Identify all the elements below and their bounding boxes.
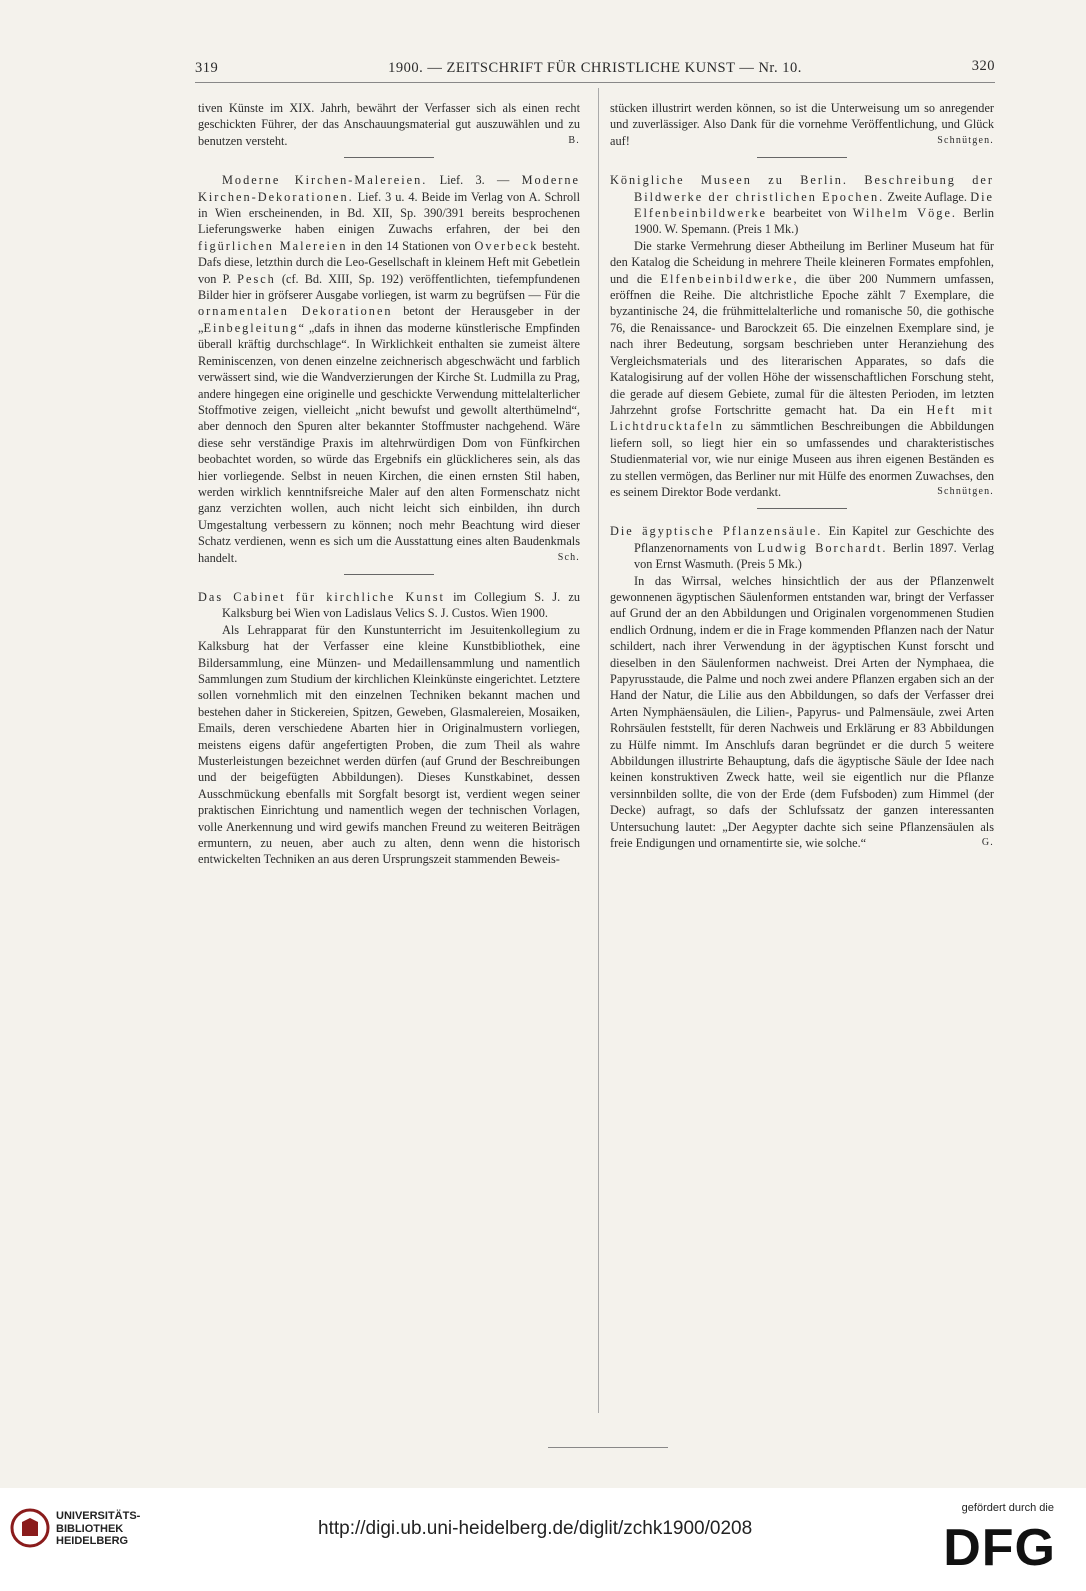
- signature: Schnütgen.: [937, 134, 994, 146]
- signature: Schnütgen.: [937, 485, 994, 497]
- right-column: [610, 100, 994, 851]
- review-museen-title: Königliche Museen zu Berlin. Beschreibung der Bildwerke der christlichen Epochen. Zweite Auflage. Die Elfenbeinbildwerke bearbeitet von Wilhelm Vöge. Berlin 1900. W. Spemann. (Preis 1 Mk.): [610, 173, 994, 237]
- header-rule: [195, 82, 995, 83]
- permalink-url[interactable]: http://digi.ub.uni-heidelberg.de/diglit/zchk1900/0208: [318, 1518, 753, 1539]
- digitization-footer: [0, 1488, 1086, 1591]
- review-continuation: stücken illustrirt werden können, so ist die Unterweisung um so anregender und zuverlässiger. Also Dank für die vornehme Veröffentlichung, und Glück auf! Schnütgen.: [610, 101, 994, 148]
- running-header: [195, 56, 995, 80]
- library-name: UNIVERSITÄTS- BIBLIOTHEK HEIDELBERG: [56, 1510, 141, 1547]
- review-continuation: tiven Künste im XIX. Jahrh, bewährt der Verfasser sich als einen recht geschickten Führer, der das Anschauungsmaterial gut auszuwählen und zu benutzen versteht. B.: [198, 101, 580, 148]
- signature: G.: [981, 837, 994, 849]
- signature: B.: [568, 134, 580, 146]
- bottom-rule: [548, 1447, 668, 1448]
- review-cabinet-body: Als Lehrapparat für den Kunstunterricht im Jesuitenkollegium zu Kalksburg hat der Verfasser eine kleine Kunstbibliothek, eine Bildersammlung, eine Münzen- und Medaillensammlung und namentlich Sammlungen zum Studium der kirchlichen Kleinkünste eingerichtet. Letztere sollen vornehmlich mit den einzelnen Techniken bekannt machen und bestehen daher in Stickereien, Spitzen, Geweben, Glasmalereien, Mosaiken, Emails, deren verschiedene Abarten hier in Originalmustern vorliegen, meistens eigens dafür angefertigten Proben, die zum Theil als wahre Musterleistungen bezeichnet werden dürfen (auf Grund der Beschreibungen und der beigefügten Abbildungen). Dieses Kunstkabinet, dessen Ausschmückung ebenfalls mit Sorgfalt besorgt ist, verdient wegen seiner praktischen Einrichtung und namentlich wegen der technischen Vorlagen, volle Anerkennung und wird gewifs manchen Freund zu weiteren Beiträgen ermuntern, zu neuen, aber auch zu alten, denn wenn die historisch entwickelten Techniken an aus deren Ursprungszeit stammenden Beweis-: [198, 622, 580, 867]
- review-pflanzensaeule-title: Die ägyptische Pflanzensäule. Ein Kapitel zur Geschichte des Pflanzenornaments von Ludwig Borchardt. Berlin 1897. Verlag von Ernst Wasmuth. (Preis 5 Mk.): [610, 524, 994, 572]
- signature: Sch.: [557, 551, 580, 563]
- separator-rule: [757, 157, 847, 158]
- review-kirchen-malereien: Moderne Kirchen-Malereien. Lief. 3. — Moderne Kirchen-Dekorationen. Lief. 3 u. 4. Beide im Verlag von A. Schroll in Wien erscheinenden, in Bd. XII, Sp. 390/391 bereits besprochenen Lieferungswerke haben einigen Zuwachs erfahren, der bei den figürlichen Malereien in den 14 Stationen von Overbeck besteht. Dafs diese, letzthin durch die Leo-Gesellschaft in kleinem Heft mit Gebetlein von P. Pesch (cf. Bd. XIII, Sp. 192) veröffentlichten, tiefempfundenen Bilder hier in gröfserer Ausgabe vorliegen, ist warm zu begrüfsen — Für die ornamentalen Dekorationen betont der Herausgeber in der „Einbegleitung“ „dafs in ihnen das moderne künstlerische Empfinden überall kräftig durchschlage“. In Wirklichkeit enthalten sie zumeist ältere Reminiscenzen, von denen einzelne zeichnerisch abgeschwächt und farblich verwässert sind, wie die Wandverzierungen der Kirche St. Ludmilla zu Prag, andere hingegen eine originelle und geschickte Verwendung mittelalterlicher Stoffmotive zeigen, vielleicht „nicht bewufst und gewollt alterthümelnd“, aber dennoch den Spuren alter bekannter Stoffmuster nachgehend. Wäre diese sehr verständige Praxis im altehrwürdigen Dom von Fünfkirchen beobachtet worden, so würde das Ergebnifs ein glücklicheres sein, als das hier vorliegende. Selbst in neuen Kirchen, die einen ernsten Stil haben, werden wirklich kenntnifsreiche Maler auf den alten Formenschatz nicht ganz verzichten wollen, auch nicht leicht sich einbilden, ihn durch Umgestaltung verbessern zu können; noch mehr Beachtung wird dieser Schatz verdienen, wenn es sich um die Ausstattung eines alten Baudenkmals handelt. Sch.: [198, 173, 580, 565]
- page-number-left: 319: [195, 60, 219, 76]
- journal-title: 1900. — ZEITSCHRIFT FÜR CHRISTLICHE KUNST — Nr. 10.: [388, 60, 802, 76]
- separator-rule: [344, 157, 434, 158]
- review-pflanzensaeule-body: In das Wirrsal, welches hinsichtlich der aus der Pflanzenwelt gewonnenen ägyptischen Säulenformen entstanden war, bringt der Verfasser auf Grund der an den Abbildungen und Originalen vorgenommenen Studien endlich Ordnung, indem er die in Frage kommenden Pflanzen nach der Natur schildert, nach ihrer Verwendung in der ägyptischen Kunst forscht und dieselben in den Säulenformen nachweist. Drei Arten der Nymphaea, die Papyrusstaude, die Palme und noch zwei andere Pflanzen ergaben sich an der Hand der Natur, die Lilie aus den Abbildungen, so dafs der Verfasser drei Arten Nymphäensäulen, die Lilien-, Papyrus- und Palmensäule, zwei Arten Rohrsäulen feststellt, für deren Nachweis und Erklärung er 83 Abbildungen zu Hülfe nimmt. Im Anschlufs daran begründet er die durch 5 weitere Abbildungen illustrirte Behauptung, dafs die ägyptische Säule der Idee nach keinen konstruktiven Zweck hatte, weil sie eigentlich nur die Pflanze versinnbilden sollte, die von der Erde (dem Fufsboden) zum Himmel (der Decke) aufragt, so dafs der Schlufssatz der ganzen interessanten Untersuchung lautet: „Der Aegypter dachte sich seine Pflanzensäulen als freie Endigungen und ornamentirte sie, wie solche.“ G.: [610, 573, 994, 851]
- separator-rule: [757, 508, 847, 509]
- left-column: [198, 100, 580, 868]
- university-seal-icon: [10, 1508, 50, 1548]
- funded-by-label: gefördert durch die: [961, 1502, 1054, 1514]
- dfg-logo: DFG: [943, 1519, 1056, 1577]
- column-separator: [598, 88, 599, 1413]
- page-number-right: 320: [971, 58, 995, 74]
- separator-rule: [344, 574, 434, 575]
- review-museen-body: Die starke Vermehrung dieser Abtheilung im Berliner Museum hat für den Katalog die Scheidung in mehrere Theile kleineren Formates empfohlen, und die Elfenbeinbildwerke, die über 200 Nummern umfassen, eröffnen die Reihe. Die altchristliche Epoche zählt 7 Exemplare, die byzantinische 24, die frühmittelalterliche und romanische 50, die gothische 76, die Renaissance- und Barockzeit 65. Die einzelnen Exemplare sind, je nach ihrer Bedeutung, sorgsam beschrieben unter Heranziehung des Vergleichsmaterials und des literarischen Apparates, so dafs die Katalogisirung auf der vollen Höhe der wissenschaftlichen Forschung steht, die gerade auf diesem Gebiete, zumal für die ältesten Perioden, im letzten Jahrzehnt grofse Fortschritte gemacht hat. Da ein Heft mit Lichtdrucktafeln zu sämmtlichen Beschreibungen die Abbildungen liefern soll, so liegt hier ein so umfassendes und charakteristisches Studienmaterial vor, wie nur einige Museen aus ihren eigenen Beständen es zu stellen vermögen, das Berliner nur mit Hülfe des enormen Zuwachses, den es seinem Direktor Bode verdankt. Schnütgen.: [610, 238, 994, 499]
- review-cabinet-title: Das Cabinet für kirchliche Kunst im Collegium S. J. zu Kalksburg bei Wien von Ladislaus Velics S. J. Custos. Wien 1900.: [198, 589, 580, 621]
